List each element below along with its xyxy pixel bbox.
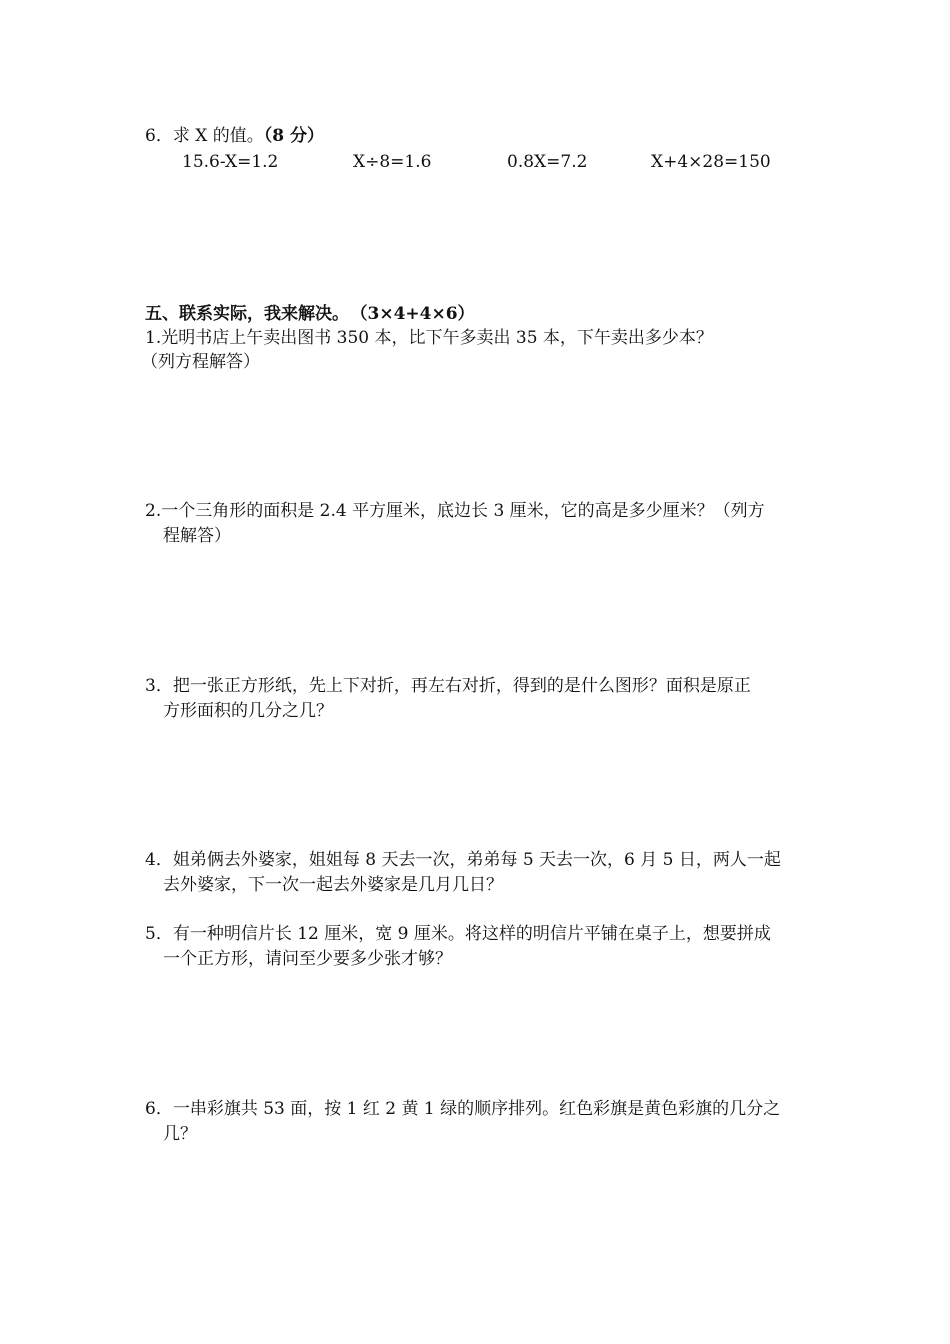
equation-3: 0.8X=7.2	[507, 152, 588, 172]
problem-1-line-1: 1.光明书店上午卖出图书 350 本，比下午多卖出 35 本，下午卖出多少本？	[145, 328, 713, 348]
problem-5-line-1: 5．有一种明信片长 12 厘米，宽 9 厘米。将这样的明信片平铺在桌子上，想要拼成	[145, 924, 771, 944]
problem-4-line-1: 4．姐弟俩去外婆家，姐姐每 8 天去一次，弟弟每 5 天去一次，6 月 5 日，两人一起	[145, 850, 781, 870]
problem-6-line-1: 6．一串彩旗共 53 面，按 1 红 2 黄 1 绿的顺序排列。红色彩旗是黄色彩旗的几分之	[145, 1099, 781, 1119]
section-five-heading-text: 五、联系实际，我来解决。	[145, 304, 349, 324]
equation-4: X+4×28=150	[651, 152, 771, 172]
solve-x-title-text: 6．求 X 的值。	[145, 126, 264, 146]
solve-x-title	[145, 124, 324, 148]
problem-5-line-2: 一个正方形，请问至少要多少张才够？	[163, 949, 452, 969]
section-five-points: （3×4+4×6）	[359, 304, 475, 324]
problem-3-line-1: 3．把一张正方形纸，先上下对折，再左右对折，得到的是什么图形？面积是原正	[145, 676, 751, 696]
problem-2-line-1: 2.一个三角形的面积是 2.4 平方厘米，底边长 3 厘米，它的高是多少厘米？（列方	[145, 501, 765, 521]
problem-2-line-2: 程解答）	[163, 526, 231, 546]
section-five-heading	[145, 302, 475, 326]
solve-x-points: （8 分）	[263, 126, 324, 146]
equation-2: X÷8=1.6	[353, 152, 432, 172]
problem-6-line-2: 几？	[163, 1124, 197, 1144]
problem-4-line-2: 去外婆家，下一次一起去外婆家是几月几日？	[163, 875, 503, 895]
equation-1: 15.6-X=1.2	[182, 152, 279, 172]
problem-3-line-2: 方形面积的几分之几？	[163, 701, 333, 721]
problem-1-line-2: （列方程解答）	[141, 352, 260, 372]
